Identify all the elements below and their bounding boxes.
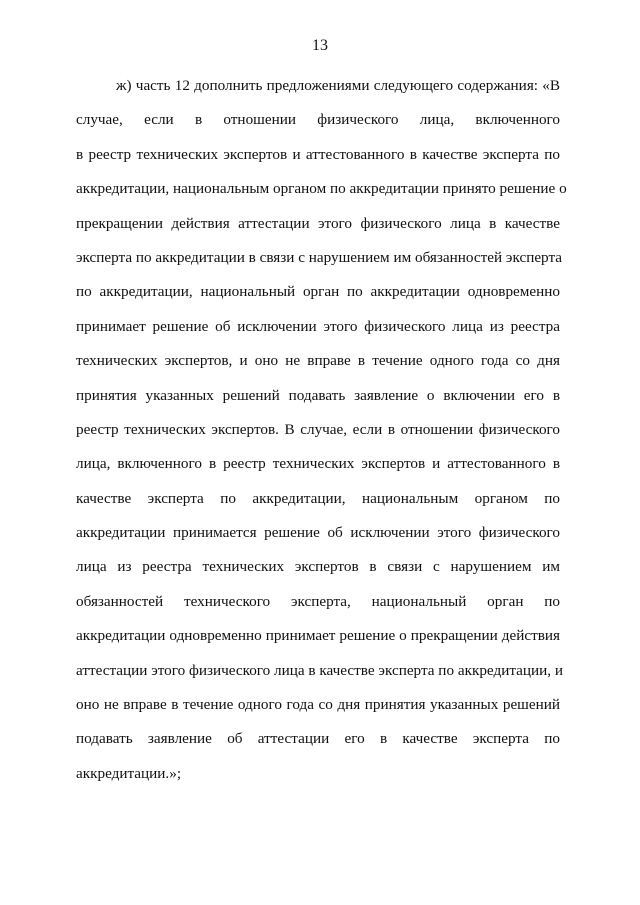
paragraph-line: качестве эксперта по аккредитации, национальным органом по — [76, 489, 560, 507]
paragraph-line: аккредитации одновременно принимает решение о прекращении действия — [76, 627, 560, 645]
page-number: 13 — [312, 37, 328, 54]
paragraph-line: реестр технических экспертов. В случае, если в отношении физического — [76, 420, 560, 438]
paragraph-line: оно не вправе в течение одного года со дня принятия указанных решений — [76, 696, 560, 714]
paragraph-line: ж) часть 12 дополнить предложениями следующего содержания: «В — [116, 77, 560, 94]
amendment-paragraph — [76, 76, 567, 798]
paragraph-line: лица, включенного в реестр технических экспертов и аттестованного в — [76, 455, 560, 473]
paragraph-line: по аккредитации, национальный орган по аккредитации одновременно — [76, 283, 560, 301]
paragraph-line: случае, если в отношении физического лица, включенного — [76, 111, 560, 129]
paragraph-line: эксперта по аккредитации в связи с нарушением им обязанностей эксперта — [76, 248, 563, 266]
paragraph-line: технических экспертов, и оно не вправе в течение одного года со дня — [76, 352, 560, 370]
paragraph-line: принятия указанных решений подавать заявление о включении его в — [76, 386, 560, 404]
paragraph-line: аккредитации принимается решение об исключении этого физического — [76, 524, 560, 542]
paragraph-line: лица из реестра технических экспертов в связи с нарушением им — [76, 558, 560, 576]
paragraph-line: принимает решение об исключении этого физического лица из реестра — [76, 317, 560, 335]
paragraph-line: прекращении действия аттестации этого физического лица в качестве — [76, 214, 560, 232]
paragraph-line: подавать заявление об аттестации его в качестве эксперта по — [76, 730, 560, 748]
paragraph-line: аккредитации, национальным органом по аккредитации принято решение о — [76, 180, 567, 198]
paragraph-line: аккредитации.»; — [76, 764, 182, 782]
paragraph-line: обязанностей технического эксперта, национальный орган по — [76, 592, 560, 610]
paragraph-line: в реестр технических экспертов и аттестованного в качестве эксперта по — [76, 145, 560, 163]
paragraph-line: аттестации этого физического лица в качестве эксперта по аккредитации, и — [76, 661, 563, 679]
